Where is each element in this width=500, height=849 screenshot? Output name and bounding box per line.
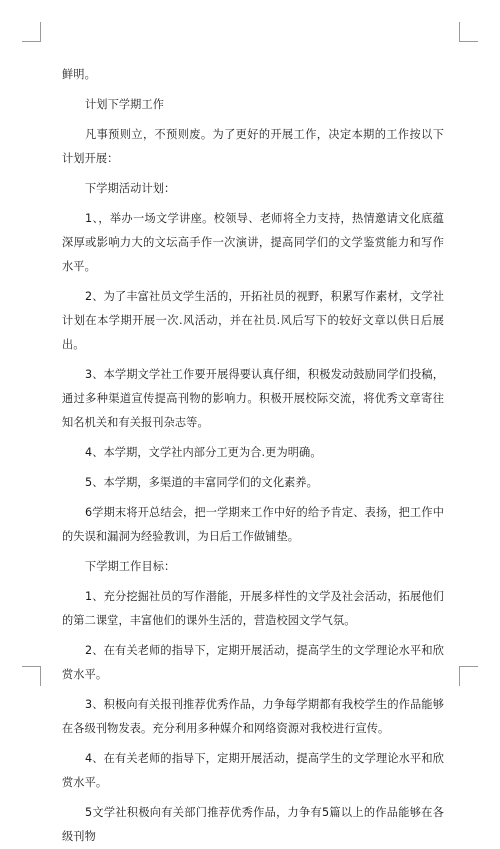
goal-item-5: 5文学社积极向有关部门推荐优秀作品，力争有5篇以上的作品能够在各级刊物 xyxy=(62,806,444,843)
goal-item-1: 1、充分挖掘社员的写作潜能，开展多样性的文学及社会活动，拓展他们的第二课堂，丰富他们的课外生活的，营造校园文学气氛。 xyxy=(62,590,444,627)
crop-mark-top-left-v xyxy=(40,22,41,42)
crop-mark-top-left-h xyxy=(22,41,41,42)
crop-mark-bottom-right-h xyxy=(459,666,478,667)
goal-item-3: 3、积极向有关报刊推荐优秀作品，力争每学期都有我校学生的作品能够在各级刊物发表。充分利用多种媒介和网络资源对我校进行宣传。 xyxy=(62,698,444,735)
paragraph-intro: 凡事预则立，不预则废。为了更好的开展工作，决定本期的工作按以下计划开展： xyxy=(62,128,444,165)
section-heading-plan: 计划下学期工作 xyxy=(85,98,165,111)
crop-mark-top-right-v xyxy=(459,22,460,42)
document-body xyxy=(62,63,444,849)
plan-item-3: 3、本学期文学社工作要开展得要认真仔细，积极发动鼓励同学们投稿，通过多种渠道宣传提高刊物的影响力。积极开展校际交流，将优秀文章寄往知名机关和有关报刊杂志等。 xyxy=(62,368,444,429)
crop-mark-bottom-left-v xyxy=(40,666,41,686)
crop-mark-bottom-left-h xyxy=(22,666,41,667)
goal-item-2: 2、在有关老师的指导下，定期开展活动，提高学生的文学理论水平和欣赏水平。 xyxy=(62,644,444,681)
subheading-activity-plan: 下学期活动计划： xyxy=(85,182,176,195)
plan-item-1: 1、，举办一场文学讲座。校领导、老师将全力支持，热情邀请文化底蕴深厚或影响力大的文坛高手作一次演讲，提高同学们的文学鉴赏能力和写作水平。 xyxy=(62,212,444,273)
goal-item-4: 4、在有关老师的指导下，定期开展活动，提高学生的文学理论水平和欣赏水平。 xyxy=(62,752,444,789)
paragraph-continuation: 鲜明。 xyxy=(62,68,96,81)
crop-mark-top-right-h xyxy=(459,41,478,42)
subheading-work-goals: 下学期工作目标： xyxy=(85,560,176,573)
plan-item-4: 4、本学期，文学社内部分工更为合.更为明确。 xyxy=(85,446,322,459)
plan-item-5: 5、本学期，多渠道的丰富同学们的文化素养。 xyxy=(85,476,318,489)
plan-item-2: 2、为了丰富社员文学生活的，开拓社员的视野，积累写作素材，文学社计划在本学期开展一次.风活动，并在社员.风后写下的较好文章以供日后展出。 xyxy=(62,290,444,351)
crop-mark-bottom-right-v xyxy=(459,666,460,686)
plan-item-6: 6学期末将开总结会，把一学期来工作中好的给予肯定、表扬，把工作中的失误和漏洞为经验教训，为日后工作做铺垫。 xyxy=(62,506,444,543)
